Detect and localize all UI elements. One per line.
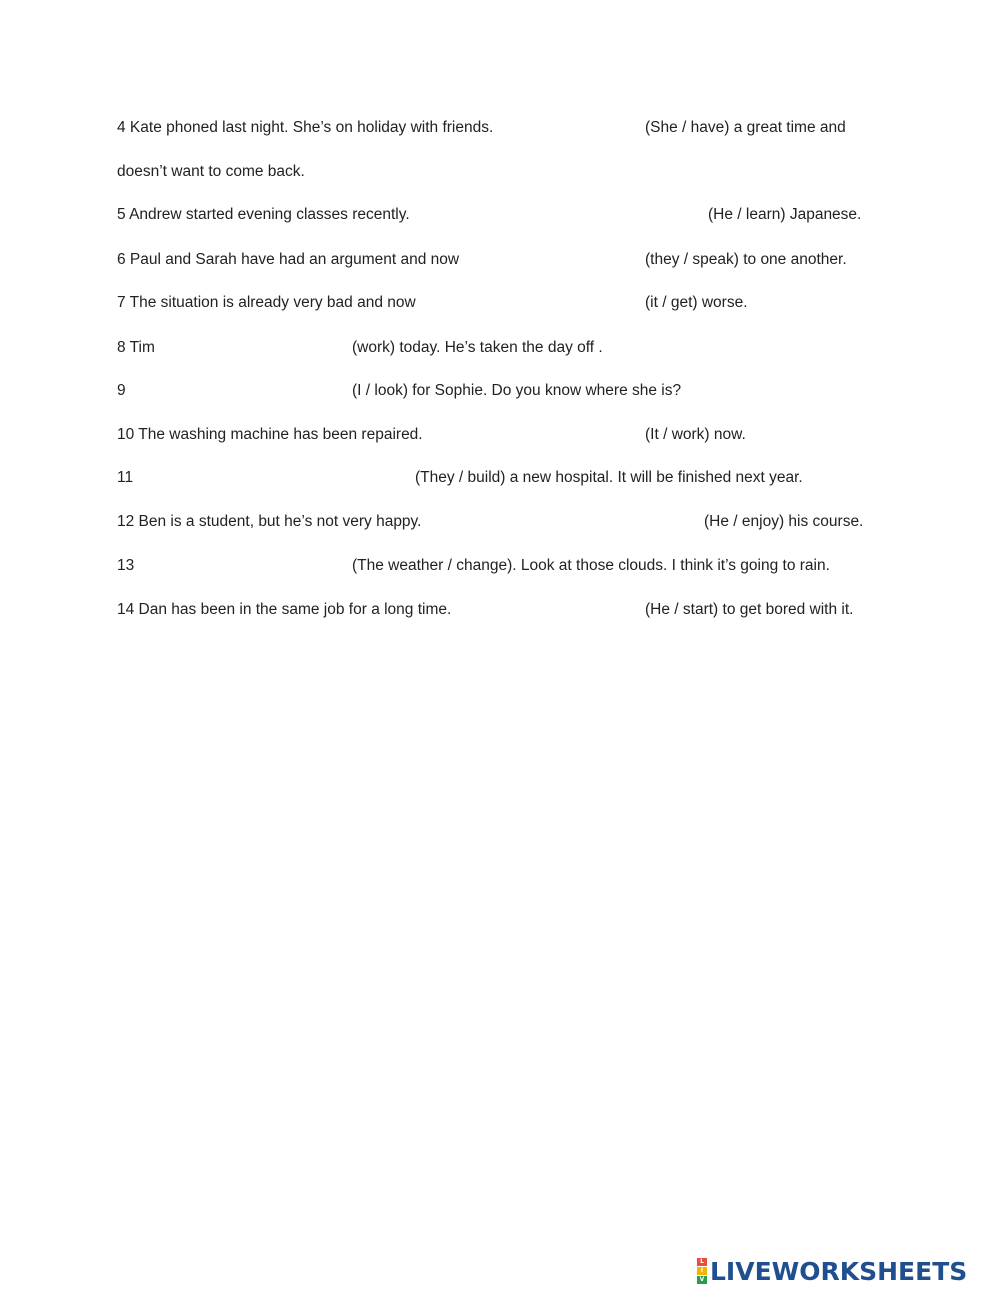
- sentence-prompt: (It / work) now.: [645, 426, 746, 443]
- sentence-start: 8 Tim: [117, 339, 155, 356]
- sentence-prompt: (I / look) for Sophie. Do you know where she is?: [352, 382, 682, 399]
- sentence-start: 7 The situation is already very bad and now: [117, 294, 416, 311]
- liveworksheets-logo: [697, 1256, 967, 1286]
- sentence-start: 5 Andrew started evening classes recently.: [117, 206, 410, 223]
- sentence-start: 4 Kate phoned last night. She’s on holiday with friends.: [117, 119, 494, 136]
- sentence-start: 9: [117, 382, 126, 399]
- sentence-start: 6 Paul and Sarah have had an argument and now: [117, 251, 460, 268]
- sentence-start: 14 Dan has been in the same job for a long time.: [117, 601, 452, 618]
- sentence-start: 13: [117, 557, 135, 574]
- sentence-continuation: doesn’t want to come back.: [117, 163, 305, 180]
- sentence-prompt: (they / speak) to one another.: [645, 251, 847, 268]
- sentence-prompt: (She / have) a great time and: [645, 119, 846, 136]
- sentence-prompt: (work) today. He’s taken the day off .: [352, 339, 603, 356]
- sentence-prompt: (He / enjoy) his course.: [704, 513, 864, 530]
- sentence-prompt: (He / learn) Japanese.: [708, 206, 862, 223]
- sentence-prompt: (He / start) to get bored with it.: [645, 601, 854, 618]
- logo-text: LIVEWORKSHEETS: [710, 1256, 968, 1286]
- sentence-prompt: (The weather / change). Look at those clouds. I think it’s going to rain.: [352, 557, 830, 574]
- sentence-start: 12 Ben is a student, but he’s not very happy.: [117, 513, 422, 530]
- logo-blocks-icon: L I V: [697, 1258, 707, 1284]
- sentence-prompt: (it / get) worse.: [645, 294, 748, 311]
- sentence-prompt: (They / build) a new hospital. It will be finished next year.: [415, 469, 803, 486]
- sentence-start: 10 The washing machine has been repaired.: [117, 426, 423, 443]
- sentence-start: 11: [117, 469, 134, 486]
